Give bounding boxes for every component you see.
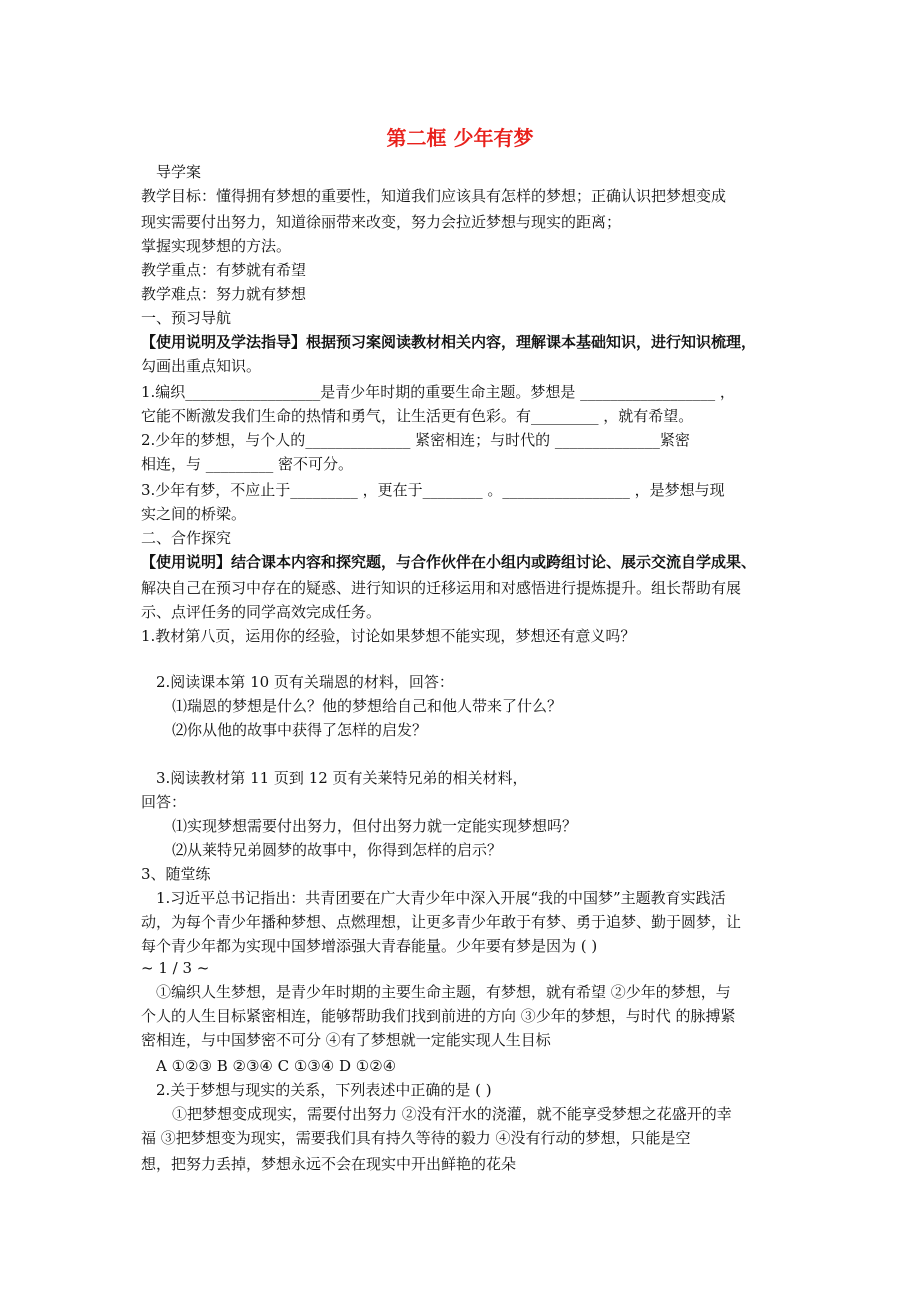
section-heading-explore: 二、合作探究 bbox=[141, 529, 232, 547]
fill-blank-2-cont: 相连，与 _________ 密不可分。 bbox=[141, 455, 354, 473]
explore-question-3-sub1: ⑴实现梦想需要付出努力，但付出努力就一定能实现梦想吗？ bbox=[172, 817, 578, 835]
teaching-goal-cont: 现实需要付出努力，知道徐丽带来改变，努力会拉近梦想与现实的距离； bbox=[141, 213, 622, 231]
explore-instruction: 【使用说明】结合课本内容和探究题，与合作伙伴在小组内或跨组讨论、展示交流自学成果、 bbox=[141, 553, 757, 571]
practice-question-2-options-cont2: 想，把努力丢掉，梦想永远不会在现实中开出鲜艳的花朵 bbox=[141, 1155, 517, 1173]
fill-blank-3-cont: 实之间的桥梁。 bbox=[141, 505, 247, 523]
section-heading-practice: 3、随堂练 bbox=[141, 865, 211, 883]
practice-question-1-options-cont2: 密相连，与中国梦密不可分 ④有了梦想就一定能实现人生目标 bbox=[141, 1031, 551, 1049]
explore-question-2-sub1: ⑴瑞恩的梦想是什么？他的梦想给自己和他人带来了什么？ bbox=[172, 697, 563, 715]
teaching-difficulty: 教学难点：努力就有梦想 bbox=[141, 285, 307, 303]
preview-instruction: 【使用说明及学法指导】根据预习案阅读教材相关内容，理解课本基础知识，进行知识梳理， bbox=[141, 333, 757, 351]
explore-question-3: 3.阅读教材第 11 页到 12 页有关莱特兄弟的相关材料， bbox=[156, 769, 528, 787]
fill-blank-1-cont: 它能不断激发我们生命的热情和勇气，让生活更有色彩。有_________ ，就有希望。 bbox=[141, 407, 694, 425]
practice-question-1-choices: A ①②③ B ②③④ C ①③④ D ①②④ bbox=[156, 1057, 397, 1075]
fill-blank-1: 1.编织__________________是青少年时期的重要生命主题。梦想是 __________________ ， bbox=[141, 383, 735, 401]
section-label-guide: 导学案 bbox=[156, 163, 202, 181]
explore-instruction-cont: 解决自己在预习中存在的疑惑、进行知识的迁移运用和对感悟进行提炼提升。组长帮助有展 bbox=[141, 579, 742, 597]
teaching-goal-cont2: 掌握实现梦想的方法。 bbox=[141, 237, 292, 255]
teaching-focus: 教学重点：有梦就有希望 bbox=[141, 261, 307, 279]
practice-question-1-cont: 动，为每个青少年播种梦想、点燃理想，让更多青少年敢于有梦、勇于追梦、勤于圆梦，让 bbox=[141, 913, 742, 931]
explore-question-2-sub2: ⑵你从他的故事中获得了怎样的启发？ bbox=[172, 721, 428, 739]
section-heading-preview: 一、预习导航 bbox=[141, 309, 232, 327]
preview-instruction-cont: 勾画出重点知识。 bbox=[141, 357, 262, 375]
practice-question-1: 1.习近平总书记指出：共青团要在广大青少年中深入开展“我的中国梦”主题教育实践活 bbox=[156, 889, 726, 907]
page-title: 第二框 少年有梦 bbox=[386, 126, 534, 150]
practice-question-2: 2.关于梦想与现实的关系，下列表述中正确的是 ( ) bbox=[156, 1081, 492, 1099]
practice-question-2-options: ①把梦想变成现实，需要付出努力 ②没有汗水的浇灌，就不能享受梦想之花盛开的幸 bbox=[172, 1105, 732, 1123]
explore-instruction-cont2: 示、点评任务的同学高效完成任务。 bbox=[141, 603, 382, 621]
fill-blank-3: 3.少年有梦，不应止于_________ ，更在于________ 。_________________ ，是梦想与现 bbox=[141, 481, 725, 499]
explore-question-3-sub2: ⑵从莱特兄弟圆梦的故事中，你得到怎样的启示？ bbox=[172, 841, 503, 859]
practice-question-1-options: ①编织人生梦想，是青少年时期的主要生命主题，有梦想，就有希望 ②少年的梦想，与 bbox=[156, 983, 731, 1001]
page-number: ~ 1 / 3 ~ bbox=[141, 959, 210, 977]
explore-question-3-cont: 回答： bbox=[141, 793, 187, 811]
practice-question-2-options-cont: 福 ③把梦想变为现实，需要我们具有持久等待的毅力 ④没有行动的梦想，只能是空 bbox=[141, 1129, 691, 1147]
fill-blank-2: 2.少年的梦想，与个人的______________ 紧密相连；与时代的 ______________紧密 bbox=[141, 431, 690, 449]
practice-question-1-options-cont: 个人的人生目标紧密相连，能够帮助我们找到前进的方向 ③少年的梦想，与时代 的脉搏紧 bbox=[141, 1007, 736, 1025]
practice-question-1-cont2: 每个青少年都为实现中国梦增添强大青春能量。少年要有梦是因为 ( ) bbox=[141, 937, 598, 955]
teaching-goal: 教学目标：懂得拥有梦想的重要性，知道我们应该具有怎样的梦想；正确认识把梦想变成 bbox=[141, 187, 727, 205]
explore-question-1: 1.教材第八页，运用你的经验，讨论如果梦想不能实现，梦想还有意义吗？ bbox=[141, 627, 636, 645]
explore-question-2: 2.阅读课本第 10 页有关瑞恩的材料，回答： bbox=[156, 673, 454, 691]
